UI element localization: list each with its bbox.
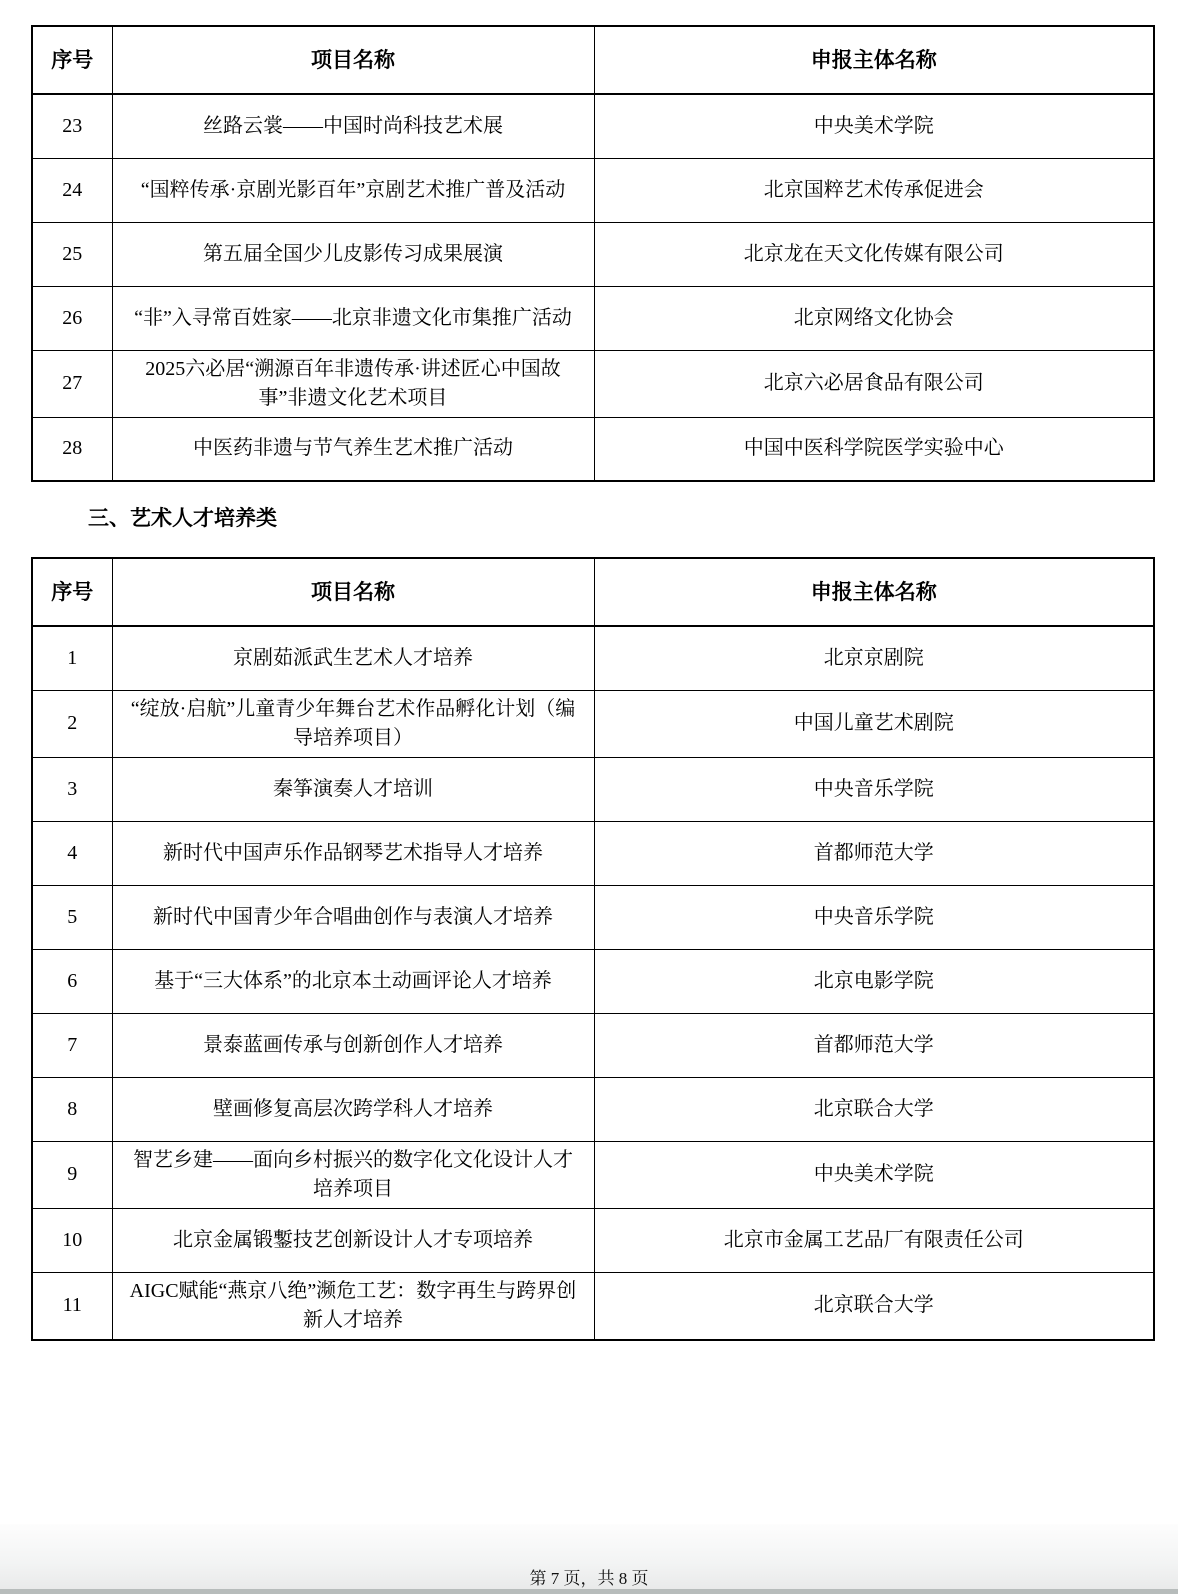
applicant-name-cell: 北京六必居食品有限公司 — [594, 350, 1154, 417]
table-row — [32, 885, 1154, 949]
project-name-cell: 中医药非遗与节气养生艺术推广活动 — [112, 417, 594, 481]
table-row — [32, 1141, 1154, 1208]
applicant-name-cell: 北京网络文化协会 — [594, 286, 1154, 350]
applicant-name-cell: 北京龙在天文化传媒有限公司 — [594, 222, 1154, 286]
row-number-cell: 11 — [32, 1272, 112, 1340]
applicant-name-cell: 首都师范大学 — [594, 821, 1154, 885]
project-name-cell: 第五届全国少儿皮影传习成果展演 — [112, 222, 594, 286]
page-footer — [0, 1524, 1178, 1594]
project-name-cell: “绽放·启航”儿童青少年舞台艺术作品孵化计划（编导培养项目） — [112, 690, 594, 757]
applicant-name-cell: 中央美术学院 — [594, 1141, 1154, 1208]
table-row — [32, 1272, 1154, 1340]
project-name-cell: 京剧茹派武生艺术人才培养 — [112, 626, 594, 690]
applicant-name-cell: 中央音乐学院 — [594, 757, 1154, 821]
art-talent-training-table — [31, 557, 1155, 1341]
table-row — [32, 1208, 1154, 1272]
project-name-cell: 北京金属锻鏨技艺创新设计人才专项培养 — [112, 1208, 594, 1272]
applicant-name-cell: 中央音乐学院 — [594, 885, 1154, 949]
row-number-cell: 27 — [32, 350, 112, 417]
project-name-cell: 丝路云裳——中国时尚科技艺术展 — [112, 94, 594, 158]
footer-edge-divider — [0, 1589, 1178, 1594]
project-name-cell: AIGC赋能“燕京八绝”濒危工艺：数字再生与跨界创新人才培养 — [112, 1272, 594, 1340]
table-row — [32, 1077, 1154, 1141]
column-header-project-name: 项目名称 — [112, 558, 594, 626]
table-row — [32, 158, 1154, 222]
table-row — [32, 757, 1154, 821]
applicant-name-cell: 首都师范大学 — [594, 1013, 1154, 1077]
row-number-cell: 26 — [32, 286, 112, 350]
row-number-cell: 4 — [32, 821, 112, 885]
row-number-cell: 6 — [32, 949, 112, 1013]
row-number-cell: 1 — [32, 626, 112, 690]
row-number-cell: 25 — [32, 222, 112, 286]
applicant-name-cell: 北京京剧院 — [594, 626, 1154, 690]
applicant-name-cell: 北京联合大学 — [594, 1077, 1154, 1141]
project-name-cell: 新时代中国声乐作品钢琴艺术指导人才培养 — [112, 821, 594, 885]
applicant-name-cell: 北京市金属工艺品厂有限责任公司 — [594, 1208, 1154, 1272]
table-row — [32, 350, 1154, 417]
table-row — [32, 949, 1154, 1013]
column-header-applicant-name: 申报主体名称 — [594, 26, 1154, 94]
column-header-index: 序号 — [32, 558, 112, 626]
section-heading: 三、艺术人才培养类 — [88, 506, 277, 530]
table-row — [32, 1013, 1154, 1077]
column-header-index: 序号 — [32, 26, 112, 94]
table-row — [32, 417, 1154, 481]
row-number-cell: 23 — [32, 94, 112, 158]
row-number-cell: 7 — [32, 1013, 112, 1077]
table-row — [32, 690, 1154, 757]
applicant-name-cell: 中国中医科学院医学实验中心 — [594, 417, 1154, 481]
column-header-applicant-name: 申报主体名称 — [594, 558, 1154, 626]
page-number-indicator: 第 7 页，共 8 页 — [529, 1569, 649, 1588]
project-name-cell: “非”入寻常百姓家——北京非遗文化市集推广活动 — [112, 286, 594, 350]
project-name-cell: 新时代中国青少年合唱曲创作与表演人才培养 — [112, 885, 594, 949]
table-row — [32, 626, 1154, 690]
art-promotion-table — [31, 25, 1155, 482]
project-name-cell: 壁画修复高层次跨学科人才培养 — [112, 1077, 594, 1141]
row-number-cell: 8 — [32, 1077, 112, 1141]
table-row — [32, 821, 1154, 885]
column-header-project-name: 项目名称 — [112, 26, 594, 94]
row-number-cell: 24 — [32, 158, 112, 222]
applicant-name-cell: 北京电影学院 — [594, 949, 1154, 1013]
row-number-cell: 2 — [32, 690, 112, 757]
project-name-cell: “国粹传承·京剧光影百年”京剧艺术推广普及活动 — [112, 158, 594, 222]
table-header-row — [32, 558, 1154, 626]
row-number-cell: 5 — [32, 885, 112, 949]
applicant-name-cell: 北京联合大学 — [594, 1272, 1154, 1340]
table-header-row — [32, 26, 1154, 94]
applicant-name-cell: 北京国粹艺术传承促进会 — [594, 158, 1154, 222]
project-name-cell: 智艺乡建——面向乡村振兴的数字化文化设计人才培养项目 — [112, 1141, 594, 1208]
project-name-cell: 景泰蓝画传承与创新创作人才培养 — [112, 1013, 594, 1077]
project-name-cell: 秦筝演奏人才培训 — [112, 757, 594, 821]
row-number-cell: 3 — [32, 757, 112, 821]
table-row — [32, 94, 1154, 158]
applicant-name-cell: 中央美术学院 — [594, 94, 1154, 158]
applicant-name-cell: 中国儿童艺术剧院 — [594, 690, 1154, 757]
row-number-cell: 9 — [32, 1141, 112, 1208]
row-number-cell: 28 — [32, 417, 112, 481]
project-name-cell: 2025六必居“溯源百年非遗传承·讲述匠心中国故事”非遗文化艺术项目 — [112, 350, 594, 417]
project-name-cell: 基于“三大体系”的北京本土动画评论人才培养 — [112, 949, 594, 1013]
row-number-cell: 10 — [32, 1208, 112, 1272]
table-row — [32, 286, 1154, 350]
table-row — [32, 222, 1154, 286]
